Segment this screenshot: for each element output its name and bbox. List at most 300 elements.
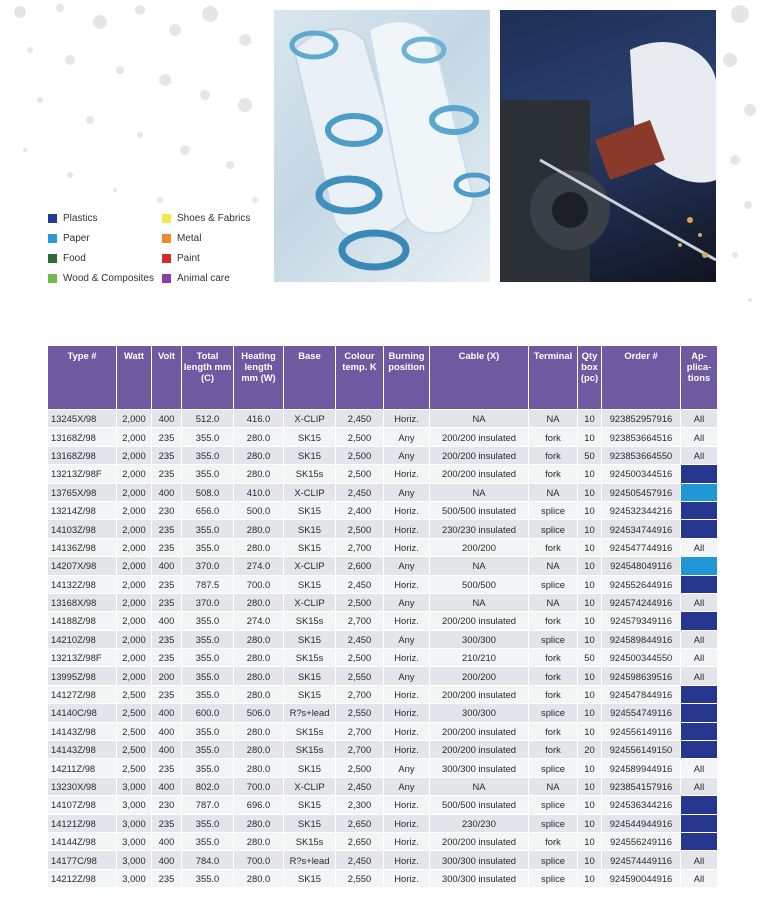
cell-heating-length: 280.0: [234, 428, 284, 446]
cell-watt: 3,000: [117, 796, 152, 814]
cell-volt: 235: [152, 759, 182, 777]
cell-base: SK15: [284, 501, 336, 519]
cell-terminal: fork: [529, 667, 578, 685]
cell-terminal: splice: [529, 796, 578, 814]
cell-watt: 2,000: [117, 612, 152, 630]
gloved-hand-illustration: [500, 10, 716, 282]
cell-watt: 2,500: [117, 722, 152, 740]
cell-colour-temp: 2,550: [336, 667, 384, 685]
cell-type: 14144Z/98: [48, 832, 117, 850]
cell-burning-position: Any: [384, 759, 430, 777]
cell-colour-temp: 2,550: [336, 704, 384, 722]
cell-cable: 300/300: [430, 704, 529, 722]
cell-base: SK15: [284, 814, 336, 832]
cell-volt: 235: [152, 538, 182, 556]
cell-applications: All: [681, 410, 718, 428]
cell-order: 924574449116: [602, 851, 681, 869]
cell-qty-box: 10: [578, 483, 602, 501]
table-row: [48, 685, 718, 703]
column-header-applications: Ap-plica-tions: [681, 346, 718, 410]
cell-heating-length: 280.0: [234, 649, 284, 667]
cell-heating-length: 280.0: [234, 520, 284, 538]
cell-watt: 2,000: [117, 538, 152, 556]
cell-colour-temp: 2,700: [336, 741, 384, 759]
cell-base: SK15s: [284, 465, 336, 483]
cell-order: 924532344216: [602, 501, 681, 519]
table-row: [48, 593, 718, 611]
table-row: [48, 704, 718, 722]
cell-total-length: 600.0: [182, 704, 234, 722]
cell-base: SK15: [284, 538, 336, 556]
cell-type: 14143Z/98: [48, 722, 117, 740]
cell-type: 13214Z/98: [48, 501, 117, 519]
cell-terminal: splice: [529, 869, 578, 887]
cell-order: 924574244916: [602, 593, 681, 611]
cell-base: SK15s: [284, 832, 336, 850]
cell-burning-position: Horiz.: [384, 722, 430, 740]
cell-cable: 300/300 insulated: [430, 869, 529, 887]
cell-cable: 200/200: [430, 667, 529, 685]
cell-total-length: 355.0: [182, 741, 234, 759]
cell-watt: 2,000: [117, 410, 152, 428]
cell-heating-length: 280.0: [234, 465, 284, 483]
cell-type: 14121Z/98: [48, 814, 117, 832]
cell-qty-box: 10: [578, 538, 602, 556]
cell-colour-temp: 2,700: [336, 722, 384, 740]
cell-total-length: 355.0: [182, 759, 234, 777]
cell-burning-position: Horiz.: [384, 465, 430, 483]
legend-swatch: [162, 254, 171, 263]
cell-colour-temp: 2,500: [336, 593, 384, 611]
table-row: [48, 667, 718, 685]
cell-total-length: 370.0: [182, 557, 234, 575]
cell-total-length: 355.0: [182, 832, 234, 850]
table-row: [48, 814, 718, 832]
cell-colour-temp: 2,500: [336, 465, 384, 483]
legend-label: Plastics: [63, 212, 98, 224]
cell-cable: 200/200 insulated: [430, 428, 529, 446]
cell-burning-position: Horiz.: [384, 520, 430, 538]
cell-watt: 2,000: [117, 501, 152, 519]
cell-total-length: 355.0: [182, 667, 234, 685]
cell-applications: All: [681, 630, 718, 648]
cell-heating-length: 700.0: [234, 575, 284, 593]
cell-cable: 200/200 insulated: [430, 832, 529, 850]
cell-total-length: 355.0: [182, 649, 234, 667]
cell-colour-temp: 2,400: [336, 501, 384, 519]
cell-watt: 2,000: [117, 557, 152, 575]
cell-qty-box: 10: [578, 777, 602, 795]
cell-applications: [681, 704, 718, 722]
cell-watt: 2,000: [117, 593, 152, 611]
cell-volt: 200: [152, 667, 182, 685]
legend-swatch: [48, 234, 57, 243]
cell-heating-length: 280.0: [234, 814, 284, 832]
cell-cable: NA: [430, 483, 529, 501]
cell-burning-position: Any: [384, 667, 430, 685]
cell-volt: 400: [152, 704, 182, 722]
column-header-heating-length: Heating length mm (W): [234, 346, 284, 410]
cell-order: 924598639516: [602, 667, 681, 685]
column-header-terminal: Terminal: [529, 346, 578, 410]
table-body: [48, 410, 718, 888]
cell-colour-temp: 2,500: [336, 428, 384, 446]
cell-base: SK15: [284, 869, 336, 887]
table-row: [48, 869, 718, 887]
cell-cable: NA: [430, 410, 529, 428]
cell-watt: 2,000: [117, 520, 152, 538]
table-row: [48, 538, 718, 556]
cell-order: 924547744916: [602, 538, 681, 556]
cell-base: SK15: [284, 520, 336, 538]
legend-label: Food: [63, 252, 86, 264]
cell-applications: [681, 612, 718, 630]
cell-order: 924536344216: [602, 796, 681, 814]
cell-order: 924547844916: [602, 685, 681, 703]
cell-volt: 235: [152, 630, 182, 648]
cell-applications: [681, 814, 718, 832]
cell-order: 924556149150: [602, 741, 681, 759]
column-header-watt: Watt: [117, 346, 152, 410]
cell-terminal: fork: [529, 428, 578, 446]
cell-cable: 500/500 insulated: [430, 501, 529, 519]
table-row: [48, 630, 718, 648]
table-header-row: [48, 346, 718, 410]
cell-colour-temp: 2,650: [336, 832, 384, 850]
cell-volt: 235: [152, 446, 182, 464]
cell-qty-box: 10: [578, 851, 602, 869]
cell-terminal: NA: [529, 593, 578, 611]
cell-order: 924544944916: [602, 814, 681, 832]
cell-base: X-CLIP: [284, 593, 336, 611]
cell-total-length: 355.0: [182, 685, 234, 703]
cell-cable: 300/300 insulated: [430, 759, 529, 777]
cell-burning-position: Any: [384, 428, 430, 446]
cell-cable: 200/200 insulated: [430, 685, 529, 703]
cell-terminal: NA: [529, 777, 578, 795]
cell-burning-position: Horiz.: [384, 851, 430, 869]
cell-qty-box: 10: [578, 722, 602, 740]
cell-cable: NA: [430, 777, 529, 795]
column-header-colour-temp: Colour temp. K: [336, 346, 384, 410]
cell-qty-box: 10: [578, 501, 602, 519]
cell-base: SK15: [284, 446, 336, 464]
cell-total-length: 355.0: [182, 722, 234, 740]
cell-base: SK15s: [284, 741, 336, 759]
cell-colour-temp: 2,500: [336, 649, 384, 667]
cell-colour-temp: 2,450: [336, 410, 384, 428]
cell-total-length: 355.0: [182, 538, 234, 556]
cell-heating-length: 274.0: [234, 557, 284, 575]
cell-type: 13213Z/98F: [48, 649, 117, 667]
cell-heating-length: 280.0: [234, 741, 284, 759]
cell-terminal: splice: [529, 759, 578, 777]
cell-type: 13168Z/98: [48, 446, 117, 464]
cell-volt: 400: [152, 612, 182, 630]
table-row: [48, 612, 718, 630]
cell-applications: [681, 741, 718, 759]
cell-burning-position: Any: [384, 483, 430, 501]
cell-cable: 200/200 insulated: [430, 612, 529, 630]
cell-applications: All: [681, 851, 718, 869]
cell-base: SK15s: [284, 649, 336, 667]
cell-watt: 2,500: [117, 741, 152, 759]
cell-base: SK15s: [284, 722, 336, 740]
cell-heating-length: 280.0: [234, 593, 284, 611]
cell-order: 923853664516: [602, 428, 681, 446]
cell-qty-box: 10: [578, 465, 602, 483]
cell-burning-position: Horiz.: [384, 869, 430, 887]
cell-order: 924556249116: [602, 832, 681, 850]
cell-burning-position: Any: [384, 446, 430, 464]
cell-terminal: fork: [529, 538, 578, 556]
legend-item-plastics: [48, 210, 97, 226]
cell-terminal: fork: [529, 685, 578, 703]
table-row: [48, 410, 718, 428]
table-row: [48, 557, 718, 575]
cell-cable: 200/200 insulated: [430, 741, 529, 759]
cell-volt: 235: [152, 814, 182, 832]
cell-type: 13765X/98: [48, 483, 117, 501]
cell-order: 924505457916: [602, 483, 681, 501]
cell-burning-position: Horiz.: [384, 832, 430, 850]
cell-type: 14211Z/98: [48, 759, 117, 777]
cell-cable: 500/500 insulated: [430, 796, 529, 814]
cell-type: 14136Z/98: [48, 538, 117, 556]
legend-item-wood-composites: [48, 270, 154, 286]
legend-swatch: [162, 214, 171, 223]
cell-burning-position: Horiz.: [384, 741, 430, 759]
legend-label: Paper: [63, 232, 90, 244]
cell-burning-position: Any: [384, 777, 430, 795]
cell-order: 924552644916: [602, 575, 681, 593]
cell-total-length: 802.0: [182, 777, 234, 795]
cell-total-length: 355.0: [182, 465, 234, 483]
cell-order: 924589844916: [602, 630, 681, 648]
legend-item-paper: [48, 230, 90, 246]
cell-volt: 400: [152, 557, 182, 575]
cell-burning-position: Horiz.: [384, 501, 430, 519]
cell-heating-length: 700.0: [234, 851, 284, 869]
cell-volt: 235: [152, 593, 182, 611]
table-row: [48, 575, 718, 593]
legend-label: Paint: [177, 252, 200, 264]
cell-order: 924500344550: [602, 649, 681, 667]
cell-total-length: 787.5: [182, 575, 234, 593]
legend-item-paint: [162, 250, 200, 266]
cell-applications: All: [681, 538, 718, 556]
cell-cable: 300/300 insulated: [430, 851, 529, 869]
cell-total-length: 784.0: [182, 851, 234, 869]
cell-burning-position: Horiz.: [384, 796, 430, 814]
cell-burning-position: Horiz.: [384, 410, 430, 428]
legend-swatch: [162, 234, 171, 243]
cell-watt: 3,000: [117, 869, 152, 887]
cell-order: 924500344516: [602, 465, 681, 483]
cell-colour-temp: 2,500: [336, 520, 384, 538]
cell-total-length: 787.0: [182, 796, 234, 814]
cell-type: 14177C/98: [48, 851, 117, 869]
cell-colour-temp: 2,550: [336, 869, 384, 887]
cell-cable: 230/230: [430, 814, 529, 832]
column-header-volt: Volt: [152, 346, 182, 410]
table-row: [48, 722, 718, 740]
cell-watt: 3,000: [117, 777, 152, 795]
cell-burning-position: Horiz.: [384, 538, 430, 556]
cell-base: X-CLIP: [284, 557, 336, 575]
cell-heating-length: 280.0: [234, 538, 284, 556]
cell-terminal: fork: [529, 465, 578, 483]
cell-burning-position: Horiz.: [384, 704, 430, 722]
cell-qty-box: 10: [578, 575, 602, 593]
cell-burning-position: Horiz.: [384, 685, 430, 703]
cell-volt: 235: [152, 575, 182, 593]
cell-colour-temp: 2,700: [336, 612, 384, 630]
cell-watt: 2,000: [117, 446, 152, 464]
cell-base: SK15: [284, 685, 336, 703]
cell-qty-box: 10: [578, 667, 602, 685]
table-row: [48, 832, 718, 850]
cell-qty-box: 50: [578, 446, 602, 464]
cell-watt: 2,000: [117, 667, 152, 685]
cell-terminal: splice: [529, 851, 578, 869]
column-header-burning-position: Burning position: [384, 346, 430, 410]
legend-swatch: [48, 254, 57, 263]
cell-base: X-CLIP: [284, 483, 336, 501]
cell-applications: [681, 685, 718, 703]
cell-colour-temp: 2,450: [336, 777, 384, 795]
cell-watt: 2,500: [117, 759, 152, 777]
cell-watt: 3,000: [117, 832, 152, 850]
column-header-total-length: Total length mm (C): [182, 346, 234, 410]
cell-volt: 400: [152, 777, 182, 795]
cell-qty-box: 10: [578, 869, 602, 887]
cell-qty-box: 10: [578, 428, 602, 446]
table-row: [48, 428, 718, 446]
cell-volt: 235: [152, 428, 182, 446]
cell-cable: 300/300: [430, 630, 529, 648]
cell-type: 14188Z/98: [48, 612, 117, 630]
cell-qty-box: 10: [578, 520, 602, 538]
cell-heating-length: 280.0: [234, 667, 284, 685]
cell-base: SK15: [284, 796, 336, 814]
cell-volt: 400: [152, 851, 182, 869]
legend-swatch: [48, 214, 57, 223]
cell-burning-position: Any: [384, 593, 430, 611]
cell-watt: 2,000: [117, 630, 152, 648]
cell-qty-box: 10: [578, 612, 602, 630]
cell-heating-length: 696.0: [234, 796, 284, 814]
cell-type: 13995Z/98: [48, 667, 117, 685]
cell-order: 924589944916: [602, 759, 681, 777]
cell-terminal: fork: [529, 832, 578, 850]
cell-terminal: splice: [529, 704, 578, 722]
cell-volt: 400: [152, 722, 182, 740]
cell-type: 13168X/98: [48, 593, 117, 611]
column-header-order: Order #: [602, 346, 681, 410]
legend-label: Metal: [177, 232, 202, 244]
cell-volt: 235: [152, 869, 182, 887]
cell-burning-position: Horiz.: [384, 814, 430, 832]
cell-terminal: NA: [529, 483, 578, 501]
cell-type: 14212Z/98: [48, 869, 117, 887]
cell-watt: 2,000: [117, 575, 152, 593]
cell-heating-length: 280.0: [234, 685, 284, 703]
cell-terminal: splice: [529, 630, 578, 648]
cell-qty-box: 10: [578, 630, 602, 648]
cell-colour-temp: 2,450: [336, 575, 384, 593]
column-header-qty-box: Qty box (pc): [578, 346, 602, 410]
cell-volt: 400: [152, 410, 182, 428]
cell-order: 924554749116: [602, 704, 681, 722]
cell-order: 924548049116: [602, 557, 681, 575]
product-spec-table: [47, 345, 718, 888]
cell-type: 14143Z/98: [48, 741, 117, 759]
cell-base: SK15: [284, 428, 336, 446]
cell-order: 924556149116: [602, 722, 681, 740]
legend-label: Wood & Composites: [63, 272, 154, 284]
cell-heating-length: 280.0: [234, 832, 284, 850]
cell-applications: All: [681, 777, 718, 795]
cell-colour-temp: 2,450: [336, 851, 384, 869]
cell-total-length: 370.0: [182, 593, 234, 611]
cell-burning-position: Horiz.: [384, 649, 430, 667]
cell-watt: 2,000: [117, 465, 152, 483]
cell-volt: 235: [152, 685, 182, 703]
table-row: [48, 851, 718, 869]
cell-cable: NA: [430, 593, 529, 611]
cell-heating-length: 280.0: [234, 446, 284, 464]
cell-type: 14107Z/98: [48, 796, 117, 814]
cell-type: 14207X/98: [48, 557, 117, 575]
cell-colour-temp: 2,700: [336, 685, 384, 703]
cell-applications: [681, 832, 718, 850]
table-row: [48, 741, 718, 759]
cell-cable: NA: [430, 557, 529, 575]
cell-qty-box: 50: [578, 649, 602, 667]
cell-volt: 230: [152, 501, 182, 519]
cell-cable: 230/230 insulated: [430, 520, 529, 538]
cell-applications: [681, 520, 718, 538]
cell-applications: All: [681, 667, 718, 685]
cell-burning-position: Any: [384, 630, 430, 648]
cell-cable: 200/200 insulated: [430, 465, 529, 483]
cell-base: X-CLIP: [284, 410, 336, 428]
cell-total-length: 355.0: [182, 869, 234, 887]
cell-colour-temp: 2,450: [336, 630, 384, 648]
cell-total-length: 355.0: [182, 612, 234, 630]
cell-volt: 400: [152, 832, 182, 850]
cell-qty-box: 10: [578, 593, 602, 611]
cell-qty-box: 10: [578, 685, 602, 703]
cell-heating-length: 280.0: [234, 722, 284, 740]
cell-qty-box: 10: [578, 410, 602, 428]
cell-volt: 235: [152, 520, 182, 538]
cell-type: 13168Z/98: [48, 428, 117, 446]
cell-applications: [681, 465, 718, 483]
legend-item-metal: [162, 230, 201, 246]
cell-total-length: 355.0: [182, 814, 234, 832]
cell-base: R?s+lead: [284, 704, 336, 722]
legend-swatch: [162, 274, 171, 283]
legend-swatch: [48, 274, 57, 283]
column-header-type: Type #: [48, 346, 117, 410]
cell-type: 14103Z/98: [48, 520, 117, 538]
cell-type: 13245X/98: [48, 410, 117, 428]
table-row: [48, 483, 718, 501]
legend-label: Animal care: [177, 272, 230, 284]
cell-watt: 2,000: [117, 428, 152, 446]
